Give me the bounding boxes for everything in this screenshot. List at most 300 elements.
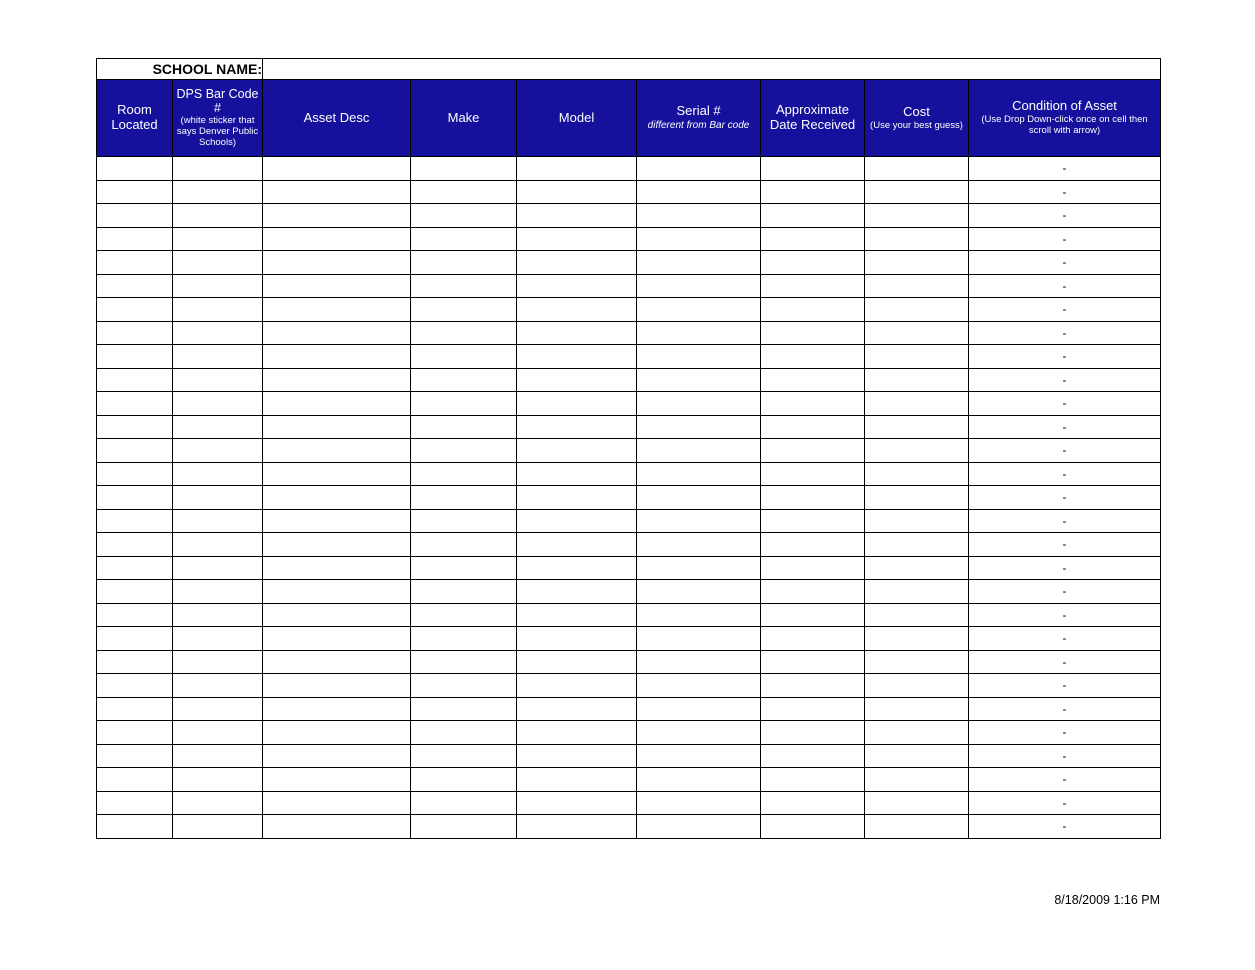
cell-make[interactable] <box>411 298 517 322</box>
cell-dps-bar-code[interactable] <box>173 204 263 228</box>
cell-serial-number[interactable] <box>637 204 761 228</box>
cell-room-located[interactable] <box>97 768 173 792</box>
cell-serial-number[interactable] <box>637 721 761 745</box>
column-header-cost-note: (Use your best guess) <box>870 119 963 131</box>
table-row <box>97 627 1161 651</box>
cell-condition-of-asset[interactable]: - <box>969 556 1161 580</box>
cell-cost[interactable] <box>865 791 969 815</box>
cell-make[interactable] <box>411 674 517 698</box>
table-row <box>97 439 1161 463</box>
cell-condition-of-asset[interactable]: - <box>969 697 1161 721</box>
cell-condition-of-asset[interactable]: - <box>969 415 1161 439</box>
cell-asset-desc[interactable] <box>263 157 411 181</box>
school-name-label: SCHOOL NAME: <box>97 59 263 80</box>
cell-model[interactable] <box>517 674 637 698</box>
cell-model[interactable] <box>517 180 637 204</box>
cell-condition-of-asset[interactable]: - <box>969 815 1161 839</box>
cell-date-received[interactable] <box>761 157 865 181</box>
cell-date-received[interactable] <box>761 556 865 580</box>
cell-condition-of-asset[interactable]: - <box>969 439 1161 463</box>
cell-dps-bar-code[interactable] <box>173 486 263 510</box>
cell-asset-desc[interactable] <box>263 321 411 345</box>
cell-serial-number[interactable] <box>637 650 761 674</box>
cell-date-received[interactable] <box>761 439 865 463</box>
column-header-asset-desc-label: Asset Desc <box>303 109 370 125</box>
cell-room-located[interactable] <box>97 415 173 439</box>
cell-cost[interactable] <box>865 721 969 745</box>
cell-cost[interactable] <box>865 627 969 651</box>
cell-date-received[interactable] <box>761 815 865 839</box>
cell-cost[interactable] <box>865 674 969 698</box>
cell-model[interactable] <box>517 627 637 651</box>
table-row <box>97 603 1161 627</box>
cell-make[interactable] <box>411 227 517 251</box>
cell-make[interactable] <box>411 627 517 651</box>
cell-date-received[interactable] <box>761 180 865 204</box>
cell-condition-of-asset[interactable]: - <box>969 768 1161 792</box>
cell-model[interactable] <box>517 227 637 251</box>
cell-asset-desc[interactable] <box>263 744 411 768</box>
cell-date-received[interactable] <box>761 345 865 369</box>
cell-serial-number[interactable] <box>637 486 761 510</box>
cell-cost[interactable] <box>865 744 969 768</box>
cell-serial-number[interactable] <box>637 298 761 322</box>
cell-dps-bar-code[interactable] <box>173 321 263 345</box>
cell-dps-bar-code[interactable] <box>173 462 263 486</box>
cell-model[interactable] <box>517 580 637 604</box>
column-header-model <box>517 80 637 157</box>
column-header-serial-number-label: Serial # <box>676 103 721 119</box>
cell-room-located[interactable] <box>97 486 173 510</box>
cell-asset-desc[interactable] <box>263 462 411 486</box>
cell-make[interactable] <box>411 180 517 204</box>
cell-condition-of-asset[interactable]: - <box>969 274 1161 298</box>
cell-cost[interactable] <box>865 368 969 392</box>
cell-asset-desc[interactable] <box>263 509 411 533</box>
cell-date-received[interactable] <box>761 321 865 345</box>
cell-serial-number[interactable] <box>637 768 761 792</box>
cell-room-located[interactable] <box>97 697 173 721</box>
cell-cost[interactable] <box>865 415 969 439</box>
cell-date-received[interactable] <box>761 721 865 745</box>
cell-make[interactable] <box>411 721 517 745</box>
cell-condition-of-asset[interactable]: - <box>969 204 1161 228</box>
cell-make[interactable] <box>411 533 517 557</box>
cell-dps-bar-code[interactable] <box>173 768 263 792</box>
table-row <box>97 415 1161 439</box>
cell-make[interactable] <box>411 650 517 674</box>
cell-cost[interactable] <box>865 697 969 721</box>
cell-dps-bar-code[interactable] <box>173 509 263 533</box>
cell-make[interactable] <box>411 815 517 839</box>
cell-room-located[interactable] <box>97 533 173 557</box>
table-row <box>97 274 1161 298</box>
cell-make[interactable] <box>411 768 517 792</box>
cell-serial-number[interactable] <box>637 697 761 721</box>
cell-date-received[interactable] <box>761 674 865 698</box>
column-header-room-located <box>97 80 173 157</box>
cell-room-located[interactable] <box>97 439 173 463</box>
column-header-dps-bar-code-label: DPS Bar Code # <box>176 86 259 116</box>
cell-date-received[interactable] <box>761 509 865 533</box>
cell-asset-desc[interactable] <box>263 650 411 674</box>
cell-asset-desc[interactable] <box>263 345 411 369</box>
table-row <box>97 368 1161 392</box>
cell-room-located[interactable] <box>97 298 173 322</box>
cell-date-received[interactable] <box>761 227 865 251</box>
cell-model[interactable] <box>517 392 637 416</box>
cell-cost[interactable] <box>865 298 969 322</box>
cell-asset-desc[interactable] <box>263 697 411 721</box>
cell-date-received[interactable] <box>761 580 865 604</box>
cell-serial-number[interactable] <box>637 603 761 627</box>
cell-serial-number[interactable] <box>637 274 761 298</box>
cell-asset-desc[interactable] <box>263 603 411 627</box>
cell-cost[interactable] <box>865 486 969 510</box>
cell-condition-of-asset[interactable]: - <box>969 157 1161 181</box>
cell-dps-bar-code[interactable] <box>173 157 263 181</box>
cell-serial-number[interactable] <box>637 392 761 416</box>
cell-cost[interactable] <box>865 345 969 369</box>
cell-dps-bar-code[interactable] <box>173 415 263 439</box>
cell-date-received[interactable] <box>761 462 865 486</box>
asset-inventory-table <box>96 58 1161 839</box>
cell-condition-of-asset[interactable]: - <box>969 368 1161 392</box>
cell-asset-desc[interactable] <box>263 721 411 745</box>
cell-asset-desc[interactable] <box>263 251 411 275</box>
cell-dps-bar-code[interactable] <box>173 627 263 651</box>
cell-asset-desc[interactable] <box>263 627 411 651</box>
cell-serial-number[interactable] <box>637 533 761 557</box>
cell-condition-of-asset[interactable]: - <box>969 509 1161 533</box>
cell-date-received[interactable] <box>761 486 865 510</box>
cell-date-received[interactable] <box>761 204 865 228</box>
cell-asset-desc[interactable] <box>263 227 411 251</box>
cell-room-located[interactable] <box>97 627 173 651</box>
cell-room-located[interactable] <box>97 509 173 533</box>
table-row <box>97 251 1161 275</box>
cell-cost[interactable] <box>865 815 969 839</box>
cell-dps-bar-code[interactable] <box>173 744 263 768</box>
cell-room-located[interactable] <box>97 650 173 674</box>
cell-model[interactable] <box>517 815 637 839</box>
cell-model[interactable] <box>517 462 637 486</box>
cell-date-received[interactable] <box>761 744 865 768</box>
cell-model[interactable] <box>517 603 637 627</box>
cell-date-received[interactable] <box>761 298 865 322</box>
cell-dps-bar-code[interactable] <box>173 251 263 275</box>
cell-room-located[interactable] <box>97 368 173 392</box>
cell-asset-desc[interactable] <box>263 556 411 580</box>
cell-room-located[interactable] <box>97 392 173 416</box>
cell-cost[interactable] <box>865 509 969 533</box>
cell-model[interactable] <box>517 744 637 768</box>
table-row <box>97 321 1161 345</box>
cell-condition-of-asset[interactable]: - <box>969 744 1161 768</box>
cell-make[interactable] <box>411 274 517 298</box>
cell-dps-bar-code[interactable] <box>173 227 263 251</box>
cell-make[interactable] <box>411 486 517 510</box>
cell-asset-desc[interactable] <box>263 533 411 557</box>
cell-model[interactable] <box>517 204 637 228</box>
cell-make[interactable] <box>411 345 517 369</box>
cell-cost[interactable] <box>865 462 969 486</box>
cell-model[interactable] <box>517 321 637 345</box>
cell-room-located[interactable] <box>97 556 173 580</box>
cell-date-received[interactable] <box>761 415 865 439</box>
cell-room-located[interactable] <box>97 204 173 228</box>
cell-condition-of-asset[interactable]: - <box>969 180 1161 204</box>
asset-inventory-sheet <box>96 58 1160 839</box>
cell-date-received[interactable] <box>761 533 865 557</box>
cell-dps-bar-code[interactable] <box>173 815 263 839</box>
column-header-dps-bar-code-note: (white sticker that says Denver Public Schools) <box>176 115 259 149</box>
cell-cost[interactable] <box>865 556 969 580</box>
column-header-make-label: Make <box>447 109 480 125</box>
column-header-condition-of-asset <box>969 80 1161 157</box>
cell-asset-desc[interactable] <box>263 415 411 439</box>
cell-cost[interactable] <box>865 274 969 298</box>
cell-condition-of-asset[interactable]: - <box>969 674 1161 698</box>
cell-dps-bar-code[interactable] <box>173 697 263 721</box>
column-header-serial-number <box>637 80 761 157</box>
cell-condition-of-asset[interactable]: - <box>969 345 1161 369</box>
cell-model[interactable] <box>517 486 637 510</box>
cell-condition-of-asset[interactable]: - <box>969 791 1161 815</box>
cell-asset-desc[interactable] <box>263 274 411 298</box>
cell-make[interactable] <box>411 204 517 228</box>
cell-make[interactable] <box>411 556 517 580</box>
cell-date-received[interactable] <box>761 603 865 627</box>
cell-model[interactable] <box>517 368 637 392</box>
cell-date-received[interactable] <box>761 274 865 298</box>
cell-asset-desc[interactable] <box>263 392 411 416</box>
cell-serial-number[interactable] <box>637 251 761 275</box>
cell-dps-bar-code[interactable] <box>173 533 263 557</box>
cell-model[interactable] <box>517 791 637 815</box>
cell-room-located[interactable] <box>97 227 173 251</box>
cell-date-received[interactable] <box>761 251 865 275</box>
cell-condition-of-asset[interactable]: - <box>969 251 1161 275</box>
cell-condition-of-asset[interactable]: - <box>969 580 1161 604</box>
cell-room-located[interactable] <box>97 603 173 627</box>
cell-date-received[interactable] <box>761 697 865 721</box>
table-row <box>97 533 1161 557</box>
cell-model[interactable] <box>517 345 637 369</box>
cell-dps-bar-code[interactable] <box>173 180 263 204</box>
cell-condition-of-asset[interactable]: - <box>969 486 1161 510</box>
cell-serial-number[interactable] <box>637 815 761 839</box>
cell-room-located[interactable] <box>97 274 173 298</box>
cell-serial-number[interactable] <box>637 227 761 251</box>
cell-cost[interactable] <box>865 227 969 251</box>
cell-model[interactable] <box>517 415 637 439</box>
cell-date-received[interactable] <box>761 368 865 392</box>
cell-serial-number[interactable] <box>637 439 761 463</box>
cell-make[interactable] <box>411 509 517 533</box>
table-row <box>97 674 1161 698</box>
cell-serial-number[interactable] <box>637 509 761 533</box>
cell-condition-of-asset[interactable]: - <box>969 462 1161 486</box>
table-row <box>97 721 1161 745</box>
cell-dps-bar-code[interactable] <box>173 392 263 416</box>
cell-serial-number[interactable] <box>637 180 761 204</box>
table-row <box>97 486 1161 510</box>
table-row <box>97 462 1161 486</box>
cell-condition-of-asset[interactable]: - <box>969 721 1161 745</box>
cell-condition-of-asset[interactable]: - <box>969 227 1161 251</box>
cell-condition-of-asset[interactable]: - <box>969 321 1161 345</box>
cell-model[interactable] <box>517 556 637 580</box>
cell-make[interactable] <box>411 462 517 486</box>
cell-condition-of-asset[interactable]: - <box>969 627 1161 651</box>
cell-asset-desc[interactable] <box>263 791 411 815</box>
cell-cost[interactable] <box>865 580 969 604</box>
cell-serial-number[interactable] <box>637 744 761 768</box>
cell-condition-of-asset[interactable]: - <box>969 533 1161 557</box>
cell-cost[interactable] <box>865 251 969 275</box>
cell-serial-number[interactable] <box>637 157 761 181</box>
cell-cost[interactable] <box>865 439 969 463</box>
table-row <box>97 791 1161 815</box>
cell-room-located[interactable] <box>97 815 173 839</box>
cell-serial-number[interactable] <box>637 462 761 486</box>
cell-dps-bar-code[interactable] <box>173 603 263 627</box>
cell-model[interactable] <box>517 509 637 533</box>
cell-model[interactable] <box>517 721 637 745</box>
cell-make[interactable] <box>411 439 517 463</box>
cell-date-received[interactable] <box>761 650 865 674</box>
cell-asset-desc[interactable] <box>263 180 411 204</box>
cell-condition-of-asset[interactable]: - <box>969 650 1161 674</box>
cell-serial-number[interactable] <box>637 627 761 651</box>
cell-room-located[interactable] <box>97 791 173 815</box>
cell-serial-number[interactable] <box>637 415 761 439</box>
cell-dps-bar-code[interactable] <box>173 368 263 392</box>
cell-make[interactable] <box>411 603 517 627</box>
cell-date-received[interactable] <box>761 627 865 651</box>
cell-model[interactable] <box>517 439 637 463</box>
cell-make[interactable] <box>411 157 517 181</box>
cell-model[interactable] <box>517 157 637 181</box>
cell-serial-number[interactable] <box>637 791 761 815</box>
table-row <box>97 509 1161 533</box>
cell-serial-number[interactable] <box>637 556 761 580</box>
cell-model[interactable] <box>517 697 637 721</box>
cell-cost[interactable] <box>865 180 969 204</box>
cell-serial-number[interactable] <box>637 674 761 698</box>
cell-cost[interactable] <box>865 650 969 674</box>
cell-asset-desc[interactable] <box>263 368 411 392</box>
cell-cost[interactable] <box>865 157 969 181</box>
table-header-row <box>97 80 1161 157</box>
cell-serial-number[interactable] <box>637 345 761 369</box>
column-header-date-received-label: Approximate Date Received <box>769 102 856 132</box>
school-name-input[interactable] <box>263 59 1161 80</box>
cell-date-received[interactable] <box>761 768 865 792</box>
table-body <box>97 157 1161 839</box>
cell-asset-desc[interactable] <box>263 298 411 322</box>
cell-dps-bar-code[interactable] <box>173 439 263 463</box>
cell-make[interactable] <box>411 321 517 345</box>
column-header-asset-desc <box>263 80 411 157</box>
column-header-room-located-label: Room Located <box>111 102 158 132</box>
cell-asset-desc[interactable] <box>263 580 411 604</box>
cell-model[interactable] <box>517 251 637 275</box>
cell-room-located[interactable] <box>97 674 173 698</box>
cell-dps-bar-code[interactable] <box>173 274 263 298</box>
cell-condition-of-asset[interactable]: - <box>969 298 1161 322</box>
cell-cost[interactable] <box>865 321 969 345</box>
cell-condition-of-asset[interactable]: - <box>969 603 1161 627</box>
cell-date-received[interactable] <box>761 392 865 416</box>
cell-room-located[interactable] <box>97 345 173 369</box>
cell-model[interactable] <box>517 298 637 322</box>
cell-dps-bar-code[interactable] <box>173 674 263 698</box>
cell-room-located[interactable] <box>97 744 173 768</box>
cell-room-located[interactable] <box>97 462 173 486</box>
column-header-cost-label: Cost <box>903 103 930 119</box>
cell-room-located[interactable] <box>97 157 173 181</box>
table-row <box>97 227 1161 251</box>
cell-cost[interactable] <box>865 204 969 228</box>
cell-make[interactable] <box>411 697 517 721</box>
column-header-serial-number-note: different from Bar code <box>647 120 750 132</box>
cell-room-located[interactable] <box>97 580 173 604</box>
table-row <box>97 298 1161 322</box>
cell-model[interactable] <box>517 768 637 792</box>
cell-dps-bar-code[interactable] <box>173 721 263 745</box>
cell-dps-bar-code[interactable] <box>173 650 263 674</box>
cell-dps-bar-code[interactable] <box>173 580 263 604</box>
cell-model[interactable] <box>517 274 637 298</box>
cell-make[interactable] <box>411 415 517 439</box>
cell-make[interactable] <box>411 791 517 815</box>
cell-asset-desc[interactable] <box>263 674 411 698</box>
cell-make[interactable] <box>411 368 517 392</box>
cell-cost[interactable] <box>865 603 969 627</box>
cell-condition-of-asset[interactable]: - <box>969 392 1161 416</box>
cell-dps-bar-code[interactable] <box>173 791 263 815</box>
cell-model[interactable] <box>517 533 637 557</box>
cell-serial-number[interactable] <box>637 368 761 392</box>
cell-make[interactable] <box>411 392 517 416</box>
cell-room-located[interactable] <box>97 321 173 345</box>
cell-room-located[interactable] <box>97 251 173 275</box>
cell-cost[interactable] <box>865 768 969 792</box>
cell-make[interactable] <box>411 580 517 604</box>
cell-asset-desc[interactable] <box>263 815 411 839</box>
cell-asset-desc[interactable] <box>263 204 411 228</box>
cell-asset-desc[interactable] <box>263 439 411 463</box>
cell-date-received[interactable] <box>761 791 865 815</box>
cell-dps-bar-code[interactable] <box>173 556 263 580</box>
cell-make[interactable] <box>411 744 517 768</box>
cell-asset-desc[interactable] <box>263 768 411 792</box>
cell-cost[interactable] <box>865 533 969 557</box>
cell-model[interactable] <box>517 650 637 674</box>
cell-serial-number[interactable] <box>637 580 761 604</box>
table-row <box>97 345 1161 369</box>
cell-room-located[interactable] <box>97 721 173 745</box>
cell-cost[interactable] <box>865 392 969 416</box>
cell-room-located[interactable] <box>97 180 173 204</box>
cell-dps-bar-code[interactable] <box>173 345 263 369</box>
cell-serial-number[interactable] <box>637 321 761 345</box>
cell-dps-bar-code[interactable] <box>173 298 263 322</box>
cell-asset-desc[interactable] <box>263 486 411 510</box>
cell-make[interactable] <box>411 251 517 275</box>
